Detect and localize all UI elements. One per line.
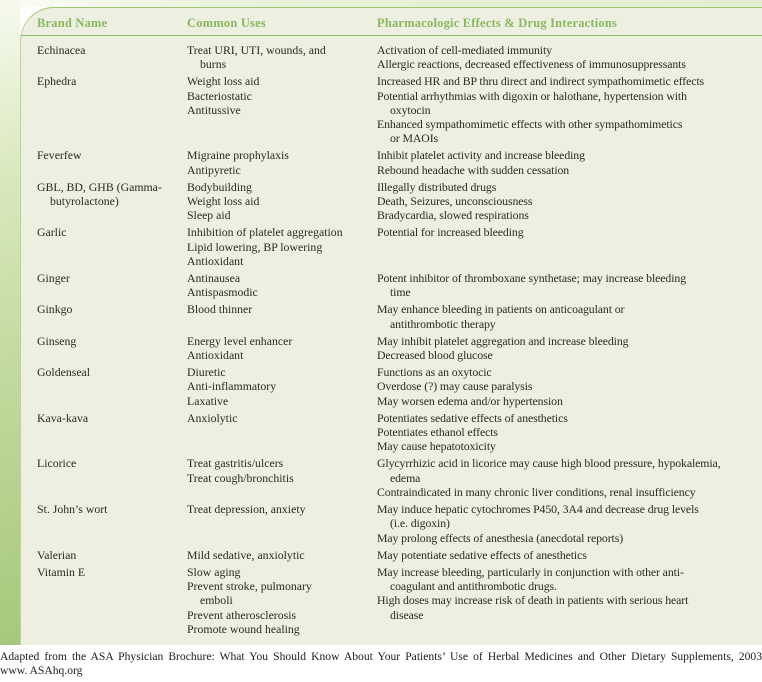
column-header-effects-interactions: Pharmacologic Effects & Drug Interactions	[377, 16, 618, 30]
brand-name-cell	[37, 271, 187, 299]
effects-cell	[377, 334, 762, 362]
effects-cell	[377, 74, 762, 145]
effects-cell	[377, 271, 762, 299]
effects-cell	[377, 365, 762, 408]
cell-line: Laxative	[187, 393, 229, 408]
common-uses-cell	[187, 148, 377, 176]
cell-line: Death, Seizures, unconsciousness	[377, 194, 533, 209]
cell-line: antithrombotic therapy	[390, 316, 496, 331]
cell-line: Overdose (?) may cause paralysis	[377, 379, 533, 394]
common-uses-cell	[187, 334, 377, 362]
cell-line: GBL, BD, GHB (Gamma-	[37, 179, 162, 194]
cell-line: edema	[390, 470, 421, 485]
cell-line: Bradycardia, slowed respirations	[377, 208, 529, 223]
effects-cell	[377, 225, 762, 268]
brand-name-cell	[37, 334, 187, 362]
table-panel	[20, 7, 762, 645]
cell-line: Potential arrhythmias with digoxin or halothane, hypertension with	[377, 88, 687, 103]
cell-line: May induce hepatic cytochromes P450, 3A4 and decrease drug levels	[377, 502, 699, 517]
table-row	[37, 302, 762, 330]
brand-name-cell	[37, 565, 187, 636]
common-uses-cell	[187, 502, 377, 545]
cell-line: butyrolactone)	[50, 194, 119, 209]
common-uses-cell	[187, 411, 377, 454]
cell-line: Antipyretic	[187, 162, 241, 177]
cell-line: Migraine prophylaxis	[187, 148, 289, 163]
left-gradient-strip	[0, 0, 20, 645]
cell-line: Vitamin E	[37, 564, 86, 579]
cell-line: Anti-inflammatory	[187, 379, 277, 394]
cell-line: time	[390, 285, 411, 300]
common-uses-cell	[187, 180, 377, 223]
cell-line: Kava-kava	[37, 410, 89, 425]
common-uses-cell	[187, 548, 377, 562]
effects-cell	[377, 548, 762, 562]
cell-line: coagulant and antithrombotic drugs.	[390, 579, 557, 594]
common-uses-cell	[187, 565, 377, 636]
cell-line: Bacteriostatic	[187, 88, 252, 103]
cell-line: Weight loss aid	[187, 74, 260, 89]
effects-cell	[377, 456, 762, 499]
effects-cell	[377, 302, 762, 330]
cell-line: Antioxidant	[187, 253, 244, 268]
table-row	[37, 411, 762, 454]
brand-name-cell	[37, 225, 187, 268]
table-row	[37, 502, 762, 545]
brand-name-cell	[37, 548, 187, 562]
cell-line: Inhibit platelet activity and increase bleeding	[377, 148, 585, 163]
cell-line: Mild sedative, anxiolytic	[187, 547, 305, 562]
cell-line: Potentiates sedative effects of anesthetics	[377, 410, 568, 425]
cell-line: Treat cough/bronchitis	[187, 470, 294, 485]
cell-line: Antispasmodic	[187, 285, 258, 300]
cell-line: Anxiolytic	[187, 410, 238, 425]
cell-line: burns	[200, 57, 227, 72]
cell-line: Blood thinner	[187, 302, 253, 317]
source-attribution	[0, 650, 762, 678]
cell-line: Activation of cell-mediated immunity	[377, 43, 552, 57]
cell-line: St. John’s wort	[37, 502, 108, 517]
common-uses-cell	[187, 365, 377, 408]
table-row	[37, 271, 762, 299]
cell-line: High doses may increase risk of death in patients with serious heart	[377, 593, 689, 608]
attribution-line-1: Adapted from the ASA Physician Brochure: What You Should Know About Your Patients’ Use of Herbal Medicines and Other Dietary Supplements, 2003	[0, 650, 762, 663]
cell-line: Weight loss aid	[187, 194, 260, 209]
effects-cell	[377, 148, 762, 176]
table-row	[37, 548, 762, 562]
cell-line: Diuretic	[187, 365, 226, 380]
cell-line: Licorice	[37, 456, 77, 471]
cell-line: May increase bleeding, particularly in conjunction with other anti-	[377, 564, 684, 579]
cell-line: Sleep aid	[187, 208, 231, 223]
cell-line: May potentiate sedative effects of anesthetics	[377, 547, 587, 562]
brand-name-cell	[37, 365, 187, 408]
brand-name-cell	[37, 180, 187, 223]
table-row	[37, 225, 762, 268]
attribution-line-2: www. ASAhq.org	[0, 664, 83, 677]
cell-line: May worsen edema and/or hypertension	[377, 393, 563, 408]
brand-name-cell	[37, 43, 187, 71]
cell-line: Antinausea	[187, 271, 241, 286]
top-accent-band	[0, 0, 762, 7]
cell-line: Ginger	[37, 271, 70, 286]
cell-line: (i.e. digoxin)	[390, 516, 450, 531]
cell-line: Antitussive	[187, 102, 241, 117]
cell-line: Illegally distributed drugs	[377, 179, 497, 194]
effects-cell	[377, 180, 762, 223]
cell-line: Glycyrrhizic acid in licorice may cause high blood pressure, hypokalemia,	[377, 456, 721, 471]
table-header-row	[21, 16, 762, 36]
cell-line: Treat depression, anxiety	[187, 502, 306, 517]
column-header-common-uses: Common Uses	[187, 16, 266, 30]
cell-line: Goldenseal	[37, 365, 91, 380]
brand-name-cell	[37, 456, 187, 499]
brand-name-cell	[37, 74, 187, 145]
column-header-brand-name: Brand Name	[37, 16, 108, 30]
cell-line: Ginkgo	[37, 302, 73, 317]
effects-cell	[377, 502, 762, 545]
cell-line: Rebound headache with sudden cessation	[377, 162, 570, 177]
table-row	[37, 456, 762, 499]
cell-line: disease	[390, 607, 424, 622]
common-uses-cell	[187, 456, 377, 499]
table-row	[37, 365, 762, 408]
cell-line: Slow aging	[187, 564, 241, 579]
cell-line: Feverfew	[37, 148, 82, 163]
brand-name-cell	[37, 302, 187, 330]
cell-line: Potent inhibitor of thromboxane synthetase; may increase bleeding	[377, 271, 686, 286]
cell-line: Decreased blood glucose	[377, 348, 493, 363]
cell-line: Potentiates ethanol effects	[377, 425, 498, 440]
effects-cell	[377, 565, 762, 636]
cell-line: Increased HR and BP thru direct and indirect sympathomimetic effects	[377, 74, 705, 89]
common-uses-cell	[187, 225, 377, 268]
cell-line: May cause hepatotoxicity	[377, 439, 496, 454]
table-row	[37, 43, 762, 71]
cell-line: Potential for increased bleeding	[377, 225, 524, 240]
cell-line: Lipid lowering, BP lowering	[187, 239, 323, 254]
cell-line: emboli	[200, 593, 233, 608]
table-row	[37, 148, 762, 176]
cell-line: or MAOIs	[390, 131, 439, 146]
cell-line: Enhanced sympathomimetic effects with other sympathomimetics	[377, 117, 683, 132]
cell-line: Ginseng	[37, 333, 77, 348]
cell-line: Antioxidant	[187, 348, 244, 363]
common-uses-cell	[187, 43, 377, 71]
table-body	[21, 36, 762, 636]
cell-line: Functions as an oxytocic	[377, 365, 492, 380]
cell-line: oxytocin	[390, 102, 431, 117]
common-uses-cell	[187, 74, 377, 145]
table-row	[37, 74, 762, 145]
cell-line: May inhibit platelet aggregation and increase bleeding	[377, 333, 629, 348]
cell-line: Treat gastritis/ulcers	[187, 456, 284, 471]
cell-line: Inhibition of platelet aggregation	[187, 225, 343, 240]
cell-line: Energy level enhancer	[187, 333, 293, 348]
cell-line: Allergic reactions, decreased effectiveness of immunosuppressants	[377, 57, 686, 72]
cell-line: May enhance bleeding in patients on anticoagulant or	[377, 302, 625, 317]
cell-line: Prevent stroke, pulmonary	[187, 579, 312, 594]
brand-name-cell	[37, 148, 187, 176]
table-row	[37, 334, 762, 362]
effects-cell	[377, 411, 762, 454]
table-row	[37, 180, 762, 223]
cell-line: Prevent atherosclerosis	[187, 607, 297, 622]
cell-line: Echinacea	[37, 43, 86, 57]
cell-line: May prolong effects of anesthesia (anecdotal reports)	[377, 530, 624, 545]
cell-line: Garlic	[37, 225, 67, 240]
brand-name-cell	[37, 411, 187, 454]
cell-line: Treat URI, UTI, wounds, and	[187, 43, 326, 57]
table-row	[37, 565, 762, 636]
effects-cell	[377, 43, 762, 71]
cell-line: Bodybuilding	[187, 179, 252, 194]
cell-line: Ephedra	[37, 74, 77, 89]
cell-line: Contraindicated in many chronic liver conditions, renal insufficiency	[377, 484, 696, 499]
cell-line: Promote wound healing	[187, 621, 300, 636]
cell-line: Valerian	[37, 547, 77, 562]
common-uses-cell	[187, 302, 377, 330]
common-uses-cell	[187, 271, 377, 299]
brand-name-cell	[37, 502, 187, 545]
